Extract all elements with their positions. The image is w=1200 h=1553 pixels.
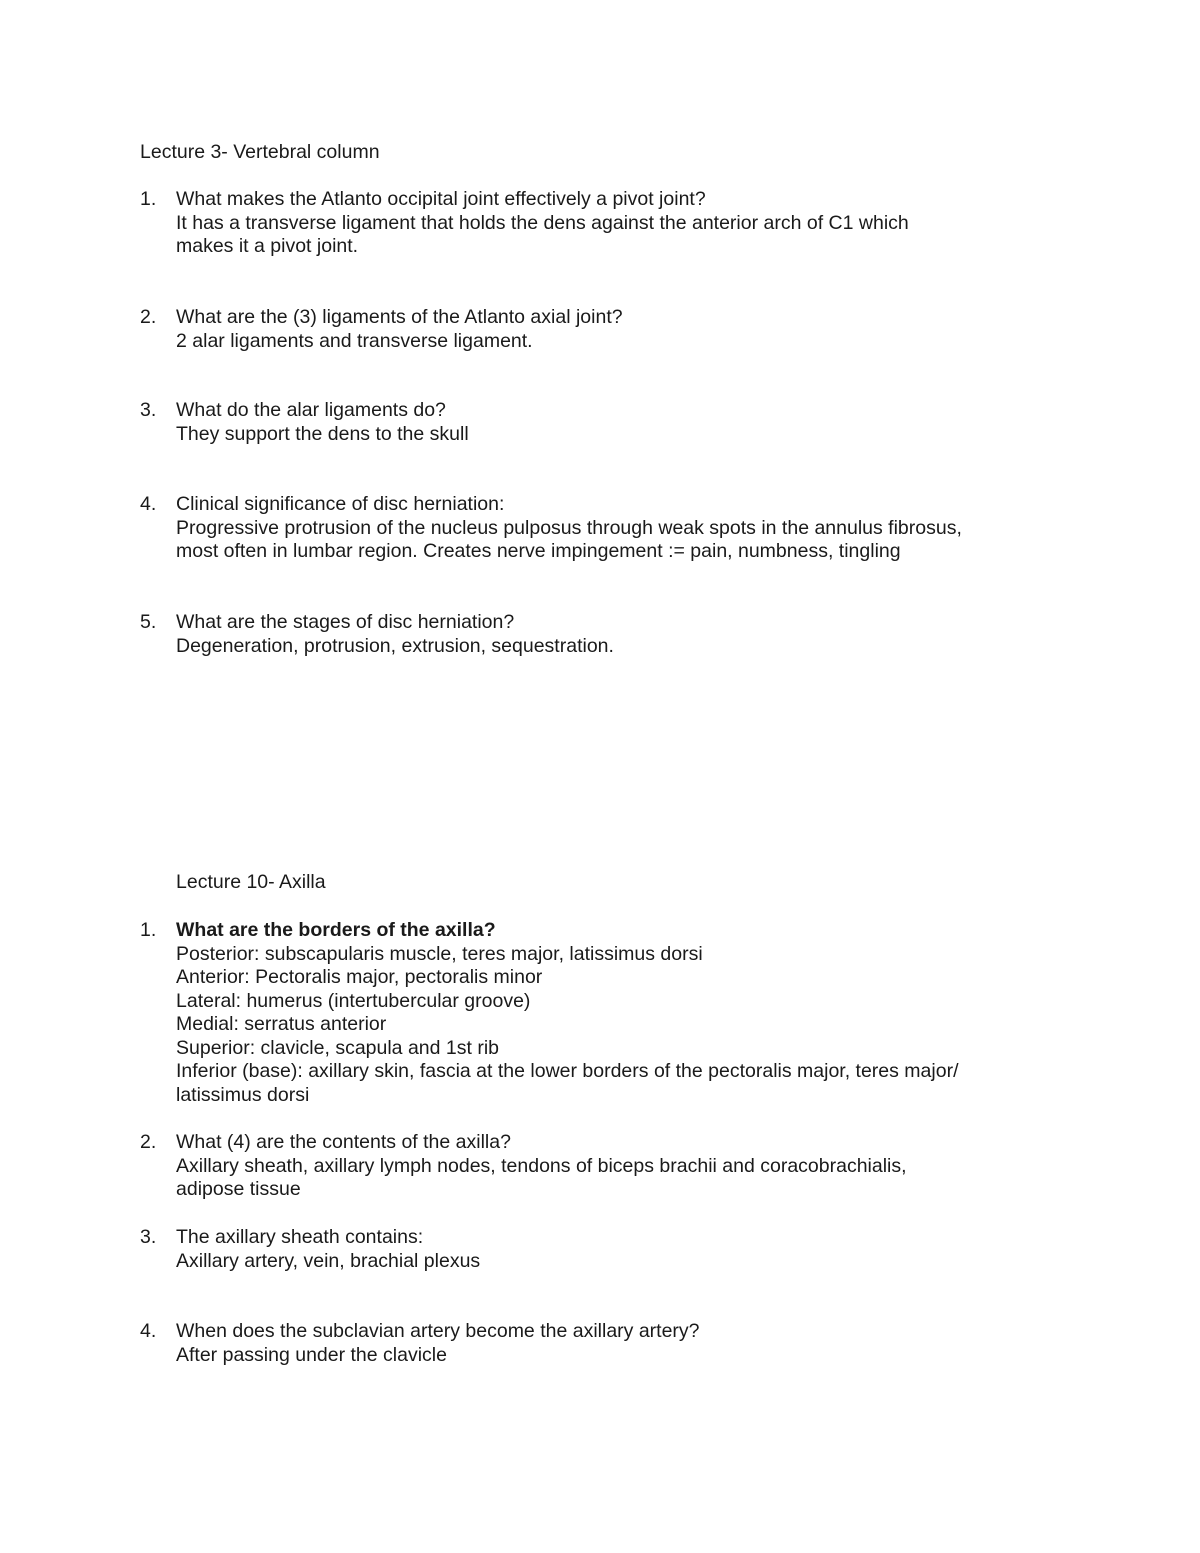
answer-line: most often in lumbar region. Creates nerve impingement := pain, numbness, tingling <box>176 540 901 562</box>
answer-line: latissimus dorsi <box>176 1083 310 1106</box>
answer-line: Axillary artery, vein, brachial plexus <box>176 1249 481 1272</box>
answer-line: Progressive protrusion of the nucleus pulposus through weak spots in the annulus fibrosus, <box>176 516 962 539</box>
item-number: 4. <box>140 493 157 515</box>
answer-line: Degeneration, protrusion, extrusion, sequestration. <box>176 634 614 657</box>
answer-line: It has a transverse ligament that holds the dens against the anterior arch of C1 which <box>176 211 909 234</box>
section-heading-vertebral-column: Lecture 3- Vertebral column <box>140 141 380 163</box>
question-text: What are the stages of disc herniation? <box>176 611 515 633</box>
answer-line: Axillary sheath, axillary lymph nodes, tendons of biceps brachii and coracobrachialis, <box>176 1154 907 1177</box>
question-text: What are the borders of the axilla? <box>176 919 496 941</box>
answer-line: Superior: clavicle, scapula and 1st rib <box>176 1036 499 1059</box>
item-number: 4. <box>140 1320 157 1342</box>
item-number: 2. <box>140 1131 157 1153</box>
answer-line: Inferior (base): axillary skin, fascia at the lower borders of the pectoralis major, teres major/ <box>176 1060 959 1082</box>
question-text: Clinical significance of disc herniation: <box>176 493 505 515</box>
item-number: 3. <box>140 399 157 421</box>
answer-line: adipose tissue <box>176 1178 301 1200</box>
item-number: 3. <box>140 1226 157 1248</box>
question-text: What are the (3) ligaments of the Atlanto axial joint? <box>176 306 623 328</box>
question-text: When does the subclavian artery become the axillary artery? <box>176 1320 700 1342</box>
item-number: 1. <box>140 188 157 210</box>
answer-line: makes it a pivot joint. <box>176 235 359 257</box>
answer-line: 2 alar ligaments and transverse ligament. <box>176 329 533 352</box>
section-heading-axilla: Lecture 10- Axilla <box>176 871 326 893</box>
item-number: 2. <box>140 306 157 328</box>
question-text: What do the alar ligaments do? <box>176 399 446 421</box>
answer-line: They support the dens to the skull <box>176 422 469 445</box>
answer-line: Posterior: subscapularis muscle, teres major, latissimus dorsi <box>176 942 703 965</box>
question-text: What (4) are the contents of the axilla? <box>176 1131 511 1153</box>
answer-line: Lateral: humerus (intertubercular groove) <box>176 989 531 1012</box>
answer-line: Medial: serratus anterior <box>176 1013 387 1035</box>
answer-line: After passing under the clavicle <box>176 1343 447 1366</box>
question-text: What makes the Atlanto occipital joint effectively a pivot joint? <box>176 188 706 210</box>
item-number: 1. <box>140 919 157 941</box>
answer-line: Anterior: Pectoralis major, pectoralis minor <box>176 966 543 988</box>
question-text: The axillary sheath contains: <box>176 1226 424 1248</box>
item-number: 5. <box>140 611 157 633</box>
